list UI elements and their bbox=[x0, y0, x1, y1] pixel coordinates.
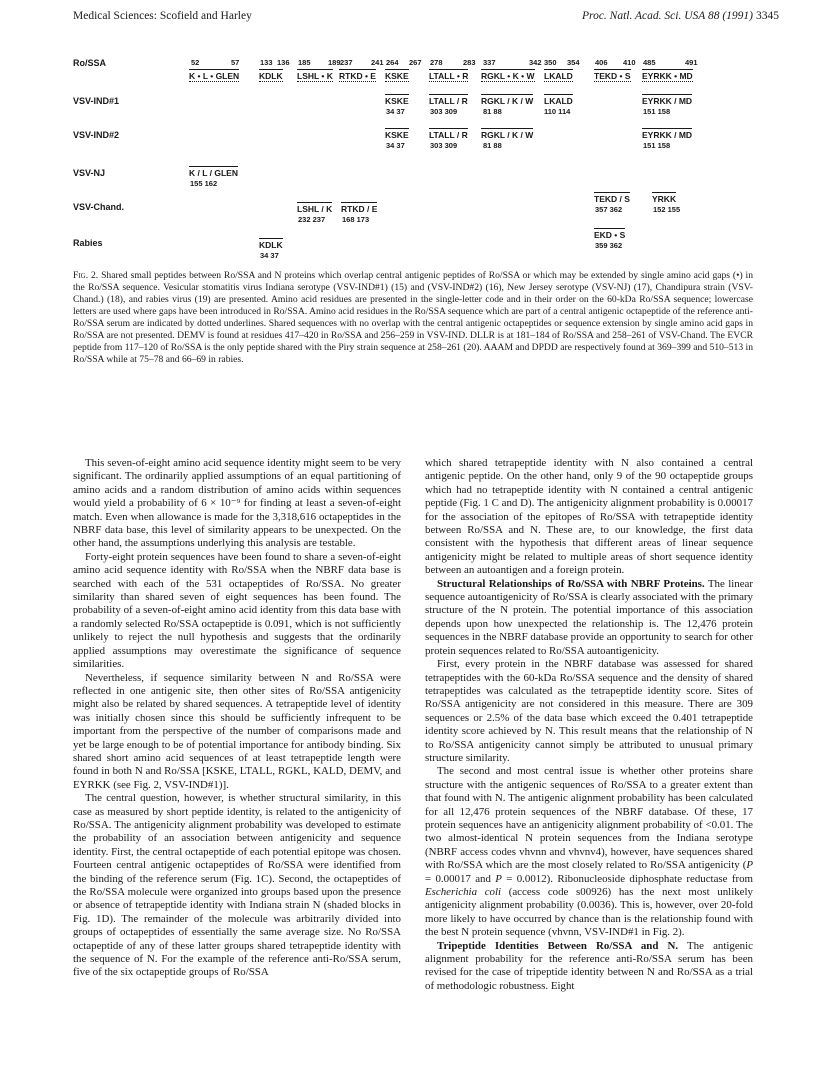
ro-pos: 267 bbox=[409, 58, 422, 67]
ind1-num: 81 88 bbox=[483, 107, 502, 116]
left-column bbox=[73, 457, 401, 980]
section-heading: Tripeptide Identities Between Ro/SSA and N. bbox=[437, 939, 679, 952]
ind1-num: 34 37 bbox=[386, 107, 405, 116]
ro-pos: 485 bbox=[643, 58, 656, 67]
ro-pos: 278 bbox=[430, 58, 443, 67]
ind2-seq: RGKL / K / W bbox=[481, 130, 534, 140]
section-heading: Structural Relationships of Ro/SSA with NBRF Proteins. bbox=[437, 577, 705, 590]
ind1-seq: RGKL / K / W bbox=[481, 96, 534, 106]
ind2-seq: KSKE bbox=[385, 130, 409, 140]
ind2-num: 81 88 bbox=[483, 141, 502, 150]
ind1-seq: EYRKK / MD bbox=[642, 96, 693, 106]
rabies-num: 34 37 bbox=[260, 251, 279, 260]
ro-pos: 491 bbox=[685, 58, 698, 67]
row-label-rabies: Rabies bbox=[73, 238, 103, 248]
nj-seq: TEKD / S bbox=[594, 194, 630, 204]
ro-pos: 406 bbox=[595, 58, 608, 67]
figure-caption bbox=[73, 270, 753, 366]
chand-num: 232 237 bbox=[298, 215, 326, 224]
figure-2-alignment bbox=[73, 58, 753, 268]
paragraph-with-heading: Structural Relationships of Ro/SSA with NBRF Proteins. The linear sequence autoantigenicity of Ro/SSA is clearly associated with the primary structure of the N protein. The potential importance of this association depends upon how unexpected the relationship is. The 12,476 protein sequences in the NBRF database provide an opportunity to search for other protein sequences related to Ro/SSA autoantigenicity. bbox=[425, 577, 753, 657]
ind1-seq: KSKE bbox=[385, 96, 409, 106]
ro-pos: 264 bbox=[386, 58, 399, 67]
ro-pos: 337 bbox=[483, 58, 496, 67]
ind2-num: 34 37 bbox=[386, 141, 405, 150]
row-label-ro-ssa: Ro/SSA bbox=[73, 58, 107, 68]
chand-seq: EKD • S bbox=[594, 230, 626, 240]
chand-num: 359 362 bbox=[595, 241, 623, 250]
row-label-vsv-ind1: VSV-IND#1 bbox=[73, 96, 120, 106]
ro-pos: 57 bbox=[231, 58, 240, 67]
ro-seq: TEKD • S bbox=[594, 71, 631, 81]
paragraph: First, every protein in the NBRF database was assessed for shared tetrapeptides with the 60-kDa Ro/SSA sequence and the density of shared tetrapeptides was calculated as the tetrapeptide identity score. Sites of Ro/SSA antigenicity are not considered in this measure. There are 309 sequences or 2.5% of the data base which exceed the 0.401 tetrapeptide identity score achieved by N. This result means that the relationship of N to Ro/SSA antigenicity cannot simply be attributed to unusual primary structure similarity. bbox=[425, 658, 753, 764]
nj-num: 155 162 bbox=[190, 179, 218, 188]
row-label-vsv-nj: VSV-NJ bbox=[73, 168, 106, 178]
paragraph: This seven-of-eight amino acid sequence identity might seem to be very significant. The ordinarily applied assumptions of an equal partitioning of amino acids and a random distribution of amino acids within sequences would yield a probability of 6 × 10⁻⁹ for finding at least a seven-of-eight match. Even when allowance is made for the 3,318,616 octapeptides in the NBRF data base, this level of similarity appears to be unexpected. On the other hand, the assumptions underlying this analysis are testable. bbox=[73, 457, 401, 550]
ro-seq: RGKL • K • W bbox=[481, 71, 535, 81]
paragraph: which shared tetrapeptide identity with N also contained a central antigenic peptide. On the other hand, only 9 of the 90 octapeptide groups which had no tetrapeptide identity with N contained a central antigenic peptide (Fig. 1 C and D). The antigenicity alignment probability is 0.00017 for the association of the epitopes of Ro/SSA with tetrapeptide identity between Ro/SSA and N. These are, to our knowledge, the first data consistent with the hypothesis that different areas of linear sequence antigenicity might be related to multiple areas of short sequence identity between an autoantigen and a foreign protein. bbox=[425, 457, 753, 577]
ro-pos: 241 bbox=[371, 58, 384, 67]
ro-pos: 342 bbox=[529, 58, 542, 67]
ro-pos: 185 bbox=[298, 58, 311, 67]
ind2-num: 151 158 bbox=[643, 141, 671, 150]
ro-seq: KDLK bbox=[259, 71, 283, 81]
ind1-num: 151 158 bbox=[643, 107, 671, 116]
ind1-num: 110 114 bbox=[544, 107, 571, 116]
paragraph: The second and most central issue is whether other proteins share structure with the antigenic sequences of Ro/SSA to a greater extent than that found with N. The antigenic alignment probability has been calculated for all 12,476 protein sequences of the NBRF database. Of these, 17 protein sequences have an antigenicity alignment probability of <0.01. The two almost-identical N protein sequences from the Indiana serotype (NBRF access codes vhvnn and vhvnv4), however, have sequences shared with Ro/SSA which are the most closely related to Ro/SSA antigenicity (P = 0.00017 and P = 0.0012). Ribonucleoside diphosphate reductase from Escherichia coli (access code s00926) has the next most unlikely antigenicity alignment probability (0.0036). This is, however, over 20-fold more likely to have occurred by chance than is the relationship found with the best N protein sequence (vhvnn, VSV-IND#1 in Fig. 2). bbox=[425, 765, 753, 939]
right-column bbox=[425, 457, 753, 993]
chand-seq: LSHL / K bbox=[297, 204, 333, 214]
ind1-num: 303 309 bbox=[430, 107, 458, 116]
page-number: 3345 bbox=[756, 10, 779, 22]
ro-seq: LTALL • R bbox=[429, 71, 469, 81]
ro-seq: LKALD bbox=[544, 71, 573, 81]
ro-seq: K • L • GLEN bbox=[189, 71, 240, 81]
ro-pos: 237 bbox=[340, 58, 353, 67]
header-authors: Medical Sciences: Scofield and Harley bbox=[73, 10, 252, 22]
ro-pos: 189 bbox=[328, 58, 341, 67]
ro-pos: 283 bbox=[463, 58, 476, 67]
paragraph: The central question, however, is whether structural similarity, in this case as measured by short peptide identity, is related to the antigenicity of Ro/SSA. The antigenicity alignment probability was developed to estimate the probability of an association between antigenicity and sequence identity. First, the central octapeptide of each potential epitope was chosen. Fourteen central antigenic octapeptides of Ro/SSA were identified from the binding of the reference serum (Fig. 1C). Second, the octapeptides of the Ro/SSA molecule were organized into groups based upon the presence or absence of tetrapeptide identity with Indiana strain N (shaded blocks in Fig. 1D). The remainder of the molecule was arbitrarily divided into groups of octapeptides of essentially the same average size. No Ro/SSA octapeptide of any of these latter groups shared tetrapeptide identity with the sequence of N. For the example of the reference anti-Ro/SSA serum, five of the six octapeptide groups of Ro/SSA bbox=[73, 792, 401, 979]
ro-pos: 136 bbox=[277, 58, 290, 67]
paragraph: Nevertheless, if sequence similarity between N and Ro/SSA were reflected in one antigenic site, then other sites of Ro/SSA antigenicity might also be related by shared sequences. A tetrapeptide level of identity was initially chosen since this should be sufficiently infrequent to be important from the perspective of the number of comparisons made and yet be large enough to be of potential importance for antibody binding. Six shared short amino acid sequences of at least tetrapeptide length were found in both N and Ro/SSA [KSKE, LTALL, RGKL, KALD, DEMV, and EYRKK (see Fig. 2, VSV-IND#1)]. bbox=[73, 671, 401, 791]
ind2-num: 303 309 bbox=[430, 141, 458, 150]
ro-seq: KSKE bbox=[385, 71, 409, 81]
nj-num: 357 362 bbox=[595, 205, 623, 214]
chand-seq: RTKD / E bbox=[341, 204, 378, 214]
header-journal: Proc. Natl. Acad. Sci. USA 88 (1991) bbox=[582, 10, 753, 22]
nj-num: 152 155 bbox=[653, 205, 681, 214]
caption-text: Shared small peptides between Ro/SSA and N proteins which overlap central antigenic peptides of Ro/SSA or which may be extended by single amino acid gaps (•) in the Ro/SSA sequence. Vesicular stomatitis virus Indiana serotype (VSV-IND#1) (15) and (VSV-IND#2) (16), New Jersey serotype (VSV-NJ) (17), Chandipura strain (VSV-Chand.) (18), and rabies virus (19) are presented. Amino acid residues are presented in the single-letter code and in their order on the 60-kDa Ro/SSA sequence; lowercase letters are used where gaps have been introduced in Ro/SSA. Amino acid residues in the Ro/SSA sequence which are part of a central antigenic octapeptide of the reference anti-Ro/SSA serum are indicated by dotted underlines. Shared sequences with no overlap with the central antigenic octapeptides or sequence extension by single amino acid gaps in Ro/SSA are not presented. DEMV is found at residues 417–420 in Ro/SSA and 256–259 in VSV-IND. DLLR is at 181–184 of Ro/SSA and 258–261 of VSV-Chand. The EVCR peptide from 117–120 of Ro/SSA is the only peptide shared with the Piry strain sequence at 258–261 (20). AAAM and DPDD are respectively found at 369–399 and 510–513 in Ro/SSA while at 75–78 and 66–69 in rabies. bbox=[73, 270, 754, 365]
ro-seq: EYRKK • MD bbox=[642, 71, 693, 81]
row-label-vsv-ind2: VSV-IND#2 bbox=[73, 130, 120, 140]
nj-seq: K / L / GLEN bbox=[189, 168, 238, 178]
ro-pos: 354 bbox=[567, 58, 580, 67]
ro-pos: 133 bbox=[260, 58, 273, 67]
ro-pos: 410 bbox=[623, 58, 636, 67]
ind1-seq: LKALD bbox=[544, 96, 573, 106]
ro-seq: LSHL • K bbox=[297, 71, 333, 81]
caption-label: Fig. 2. bbox=[73, 270, 99, 281]
paragraph: Forty-eight protein sequences have been found to share a seven-of-eight amino acid sequence identity with Ro/SSA when the NBRF data base is searched with each of the 531 octapeptides of Ro/SSA. No greater similarity than shared seven of eight sequences has been found. The probability of a seven-of-eight amino acid identity from this data base with a randomly selected Ro/SSA octapeptide is 0.091, which is not sufficiently unlikely to reject the null hypothesis and suggests that the ordinarily applied assumptions may overestimate the significance of sequence similarities. bbox=[73, 550, 401, 671]
chand-num: 168 173 bbox=[342, 215, 370, 224]
nj-seq: YRKK bbox=[652, 194, 677, 204]
ind2-seq: LTALL / R bbox=[429, 130, 468, 140]
paragraph-with-heading: Tripeptide Identities Between Ro/SSA and N. The antigenic alignment probability for the reference anti-Ro/SSA serum has been revised for the case of tripeptide identity between N and Ro/SSA as a trial of methodologic robustness. Eight bbox=[425, 939, 753, 992]
ro-pos: 52 bbox=[191, 58, 200, 67]
ro-seq: RTKD • E bbox=[339, 71, 376, 81]
running-header bbox=[73, 10, 779, 26]
rabies-seq: KDLK bbox=[259, 240, 283, 250]
ro-pos: 350 bbox=[544, 58, 557, 67]
ind2-seq: EYRKK / MD bbox=[642, 130, 693, 140]
row-label-vsv-chand: VSV-Chand. bbox=[73, 202, 125, 212]
ind1-seq: LTALL / R bbox=[429, 96, 468, 106]
